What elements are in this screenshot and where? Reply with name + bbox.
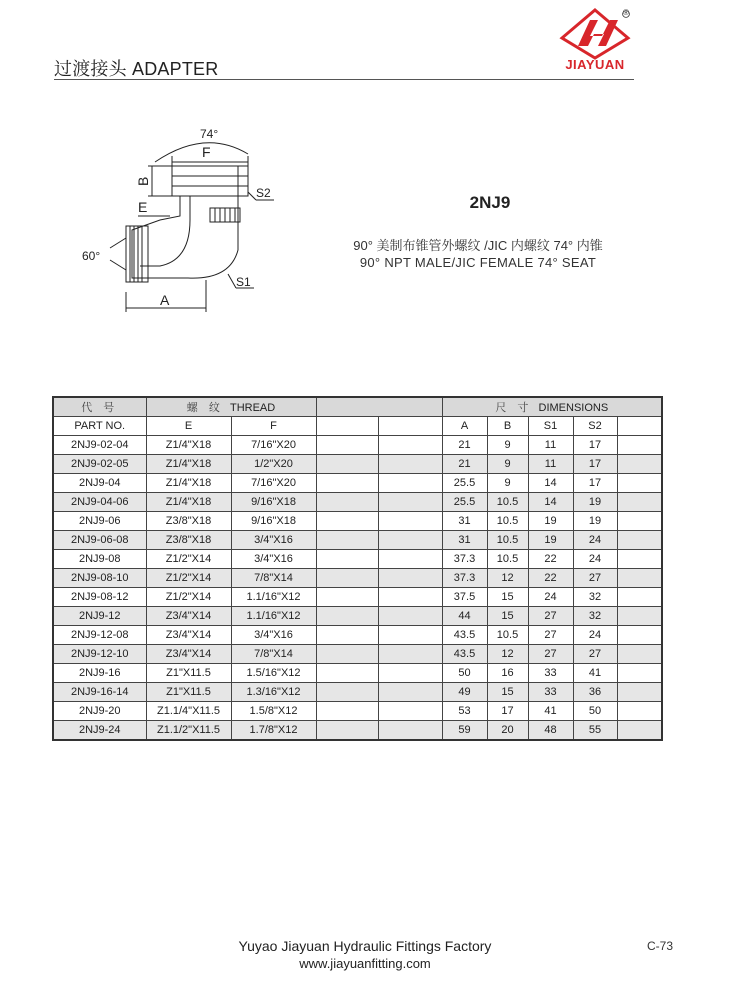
- s2-label: S2: [256, 186, 271, 200]
- table-cell: Z1/4"X18: [146, 474, 231, 493]
- table-cell: 2NJ9-12-10: [53, 645, 146, 664]
- table-cell: 19: [573, 493, 617, 512]
- table-cell: 31: [442, 531, 487, 550]
- blank-cell: [378, 626, 442, 645]
- blank-cell: [378, 702, 442, 721]
- table-cell: 2NJ9-02-04: [53, 436, 146, 455]
- table-cell: 37.5: [442, 588, 487, 607]
- table-cell: 2NJ9-08-10: [53, 569, 146, 588]
- table-row: [53, 550, 662, 569]
- table-cell: 7/8"X14: [231, 569, 316, 588]
- table-row: [53, 664, 662, 683]
- col-header: F: [231, 417, 316, 436]
- blank-cell: [316, 721, 378, 741]
- header-divider: [54, 79, 634, 80]
- col-header: PART NO.: [53, 417, 146, 436]
- blank-cell: [617, 493, 662, 512]
- table-cell: Z1/4"X18: [146, 436, 231, 455]
- blank-cell: [617, 569, 662, 588]
- footer-url: www.jiayuanfitting.com: [299, 956, 431, 971]
- table-cell: 27: [528, 626, 573, 645]
- blank-cell: [617, 588, 662, 607]
- table-cell: 21: [442, 436, 487, 455]
- table-cell: 7/16"X20: [231, 436, 316, 455]
- table-cell: 25.5: [442, 493, 487, 512]
- table-cell: 33: [528, 683, 573, 702]
- blank-cell: [378, 664, 442, 683]
- table-cell: 2NJ9-04: [53, 474, 146, 493]
- table-cell: 43.5: [442, 645, 487, 664]
- blank-cell: [316, 569, 378, 588]
- table-cell: 32: [573, 607, 617, 626]
- table-cell: 1.1/16"X12: [231, 588, 316, 607]
- blank-cell: [378, 531, 442, 550]
- table-cell: 17: [573, 455, 617, 474]
- table-cell: 2NJ9-08: [53, 550, 146, 569]
- table-cell: 19: [528, 512, 573, 531]
- blank-cell: [378, 455, 442, 474]
- table-row: [53, 455, 662, 474]
- blank-cell: [378, 569, 442, 588]
- table-cell: Z3/4"X14: [146, 626, 231, 645]
- table-cell: 2NJ9-24: [53, 721, 146, 741]
- table-row: [53, 645, 662, 664]
- table-cell: 17: [487, 702, 528, 721]
- blank-cell: [617, 645, 662, 664]
- table-cell: 50: [442, 664, 487, 683]
- table-cell: 17: [573, 436, 617, 455]
- blank-cell: [617, 512, 662, 531]
- table-cell: 24: [573, 626, 617, 645]
- table-cell: Z1/4"X18: [146, 493, 231, 512]
- table-cell: 1.5/16"X12: [231, 664, 316, 683]
- table-cell: 59: [442, 721, 487, 741]
- blank-cell: [617, 474, 662, 493]
- table-cell: 10.5: [487, 550, 528, 569]
- blank-cell: [617, 721, 662, 741]
- table-cell: 7/8"X14: [231, 645, 316, 664]
- blank-cell: [378, 588, 442, 607]
- blank-cell: [617, 702, 662, 721]
- table-cell: 41: [528, 702, 573, 721]
- table-cell: 44: [442, 607, 487, 626]
- table-row: [53, 721, 662, 741]
- blank-cell: [378, 474, 442, 493]
- blank-cell: [378, 721, 442, 741]
- description-chinese: 90° 美制布锥管外螺纹 /JIC 内螺纹 74° 内锥: [353, 238, 603, 253]
- table-cell: Z3/4"X14: [146, 645, 231, 664]
- table-cell: 2NJ9-12-08: [53, 626, 146, 645]
- angle-60-label: 60°: [82, 249, 101, 263]
- table-cell: 33: [528, 664, 573, 683]
- table-cell: 49: [442, 683, 487, 702]
- table-cell: 10.5: [487, 512, 528, 531]
- table-cell: 9/16"X18: [231, 512, 316, 531]
- table-row: [53, 436, 662, 455]
- table-cell: 19: [573, 512, 617, 531]
- table-cell: 2NJ9-02-05: [53, 455, 146, 474]
- fitting-drawing: [60, 120, 290, 320]
- table-row: [53, 702, 662, 721]
- blank-cell: [378, 607, 442, 626]
- blank-cell: [316, 607, 378, 626]
- table-cell: 36: [573, 683, 617, 702]
- table-cell: Z1/2"X14: [146, 569, 231, 588]
- col-header: E: [146, 417, 231, 436]
- blank-cell: [316, 702, 378, 721]
- table-cell: 27: [573, 645, 617, 664]
- table-cell: 32: [573, 588, 617, 607]
- b-label: B: [135, 176, 151, 186]
- blank-cell: [316, 474, 378, 493]
- blank-cell: [617, 436, 662, 455]
- page-number: C-73: [647, 939, 674, 953]
- table-cell: 11: [528, 455, 573, 474]
- s1-label: S1: [236, 275, 251, 289]
- table-cell: 22: [528, 550, 573, 569]
- blank-cell: [378, 436, 442, 455]
- table-cell: 12: [487, 569, 528, 588]
- logo-text: JIAYUAN: [565, 57, 625, 72]
- table-cell: 21: [442, 455, 487, 474]
- table-cell: 10.5: [487, 531, 528, 550]
- table-cell: 1.5/8"X12: [231, 702, 316, 721]
- part-cn-header: 代 号: [53, 397, 146, 417]
- a-label: A: [160, 292, 170, 308]
- table-cell: 24: [528, 588, 573, 607]
- table-cell: 14: [528, 493, 573, 512]
- table-cell: 2NJ9-20: [53, 702, 146, 721]
- footer-company: Yuyao Jiayuan Hydraulic Fittings Factory: [238, 938, 492, 954]
- table-cell: 9/16"X18: [231, 493, 316, 512]
- table-cell: Z1"X11.5: [146, 664, 231, 683]
- table-cell: Z1.1/4"X11.5: [146, 702, 231, 721]
- dimensions-header: 尺 寸 DIMENSIONS: [442, 397, 662, 417]
- blank-cell: [316, 626, 378, 645]
- blank-cell: [378, 645, 442, 664]
- blank-cell: [617, 626, 662, 645]
- table-cell: 22: [528, 569, 573, 588]
- table-cell: 27: [528, 645, 573, 664]
- table-row: [53, 512, 662, 531]
- table-cell: Z1/4"X18: [146, 455, 231, 474]
- table-cell: 24: [573, 550, 617, 569]
- table-cell: Z1/2"X14: [146, 588, 231, 607]
- table-cell: 3/4"X16: [231, 626, 316, 645]
- table-cell: 20: [487, 721, 528, 741]
- blank-cell: [617, 550, 662, 569]
- table-cell: 17: [573, 474, 617, 493]
- description-english: 90° NPT MALE/JIC FEMALE 74° SEAT: [359, 255, 597, 270]
- table-row: [53, 683, 662, 702]
- blank-cell: [617, 607, 662, 626]
- col-header: S2: [573, 417, 617, 436]
- blank-cell: [316, 683, 378, 702]
- table-row: [53, 569, 662, 588]
- table-row: [53, 607, 662, 626]
- table-row: [53, 531, 662, 550]
- table-cell: 55: [573, 721, 617, 741]
- table-cell: 48: [528, 721, 573, 741]
- table-cell: 2NJ9-04-06: [53, 493, 146, 512]
- table-cell: 41: [573, 664, 617, 683]
- table-cell: 50: [573, 702, 617, 721]
- col-header: A: [442, 417, 487, 436]
- blank-cell: [617, 531, 662, 550]
- table-cell: Z1.1/2"X11.5: [146, 721, 231, 741]
- blank-cell: [316, 436, 378, 455]
- table-row: [53, 474, 662, 493]
- blank-cell: [316, 531, 378, 550]
- table-cell: 2NJ9-16: [53, 664, 146, 683]
- table-cell: Z1"X11.5: [146, 683, 231, 702]
- blank-cell: [316, 645, 378, 664]
- f-label: F: [202, 144, 211, 160]
- table-cell: 2NJ9-12: [53, 607, 146, 626]
- table-cell: 10.5: [487, 493, 528, 512]
- table-cell: 2NJ9-16-14: [53, 683, 146, 702]
- table-cell: 1/2"X20: [231, 455, 316, 474]
- table-cell: 3/4"X16: [231, 550, 316, 569]
- table-cell: 25.5: [442, 474, 487, 493]
- table-body: [53, 436, 662, 741]
- table-cell: 1.1/16"X12: [231, 607, 316, 626]
- blank-cell: [316, 455, 378, 474]
- table-cell: 43.5: [442, 626, 487, 645]
- blank-cell: [316, 493, 378, 512]
- blank-cell: [617, 455, 662, 474]
- table-cell: 9: [487, 436, 528, 455]
- table-cell: 27: [573, 569, 617, 588]
- table-cell: 31: [442, 512, 487, 531]
- table-cell: Z3/4"X14: [146, 607, 231, 626]
- blank-cell: [378, 683, 442, 702]
- table-row: [53, 493, 662, 512]
- table-cell: 15: [487, 607, 528, 626]
- table-cell: 1.3/16"X12: [231, 683, 316, 702]
- col-header-blank: [617, 417, 662, 436]
- blank-cell: [316, 588, 378, 607]
- table-cell: 14: [528, 474, 573, 493]
- thread-header: 螺 纹 THREAD: [146, 397, 316, 417]
- table-cell: 37.3: [442, 569, 487, 588]
- table-cell: 19: [528, 531, 573, 550]
- blank-cell: [316, 512, 378, 531]
- registered-mark: ®: [623, 8, 629, 17]
- table-cell: Z1/2"X14: [146, 550, 231, 569]
- table-cell: 1.7/8"X12: [231, 721, 316, 741]
- col-header-blank: [378, 417, 442, 436]
- table-header-row-2: [53, 417, 662, 436]
- table-cell: Z3/8"X18: [146, 512, 231, 531]
- table-cell: 2NJ9-06: [53, 512, 146, 531]
- table-cell: Z3/8"X18: [146, 531, 231, 550]
- col-header: B: [487, 417, 528, 436]
- blank-cell: [378, 493, 442, 512]
- blank-header: [316, 397, 442, 417]
- table-cell: 27: [528, 607, 573, 626]
- table-cell: 12: [487, 645, 528, 664]
- table-cell: 11: [528, 436, 573, 455]
- table-row: [53, 588, 662, 607]
- e-label: E: [138, 199, 148, 215]
- blank-cell: [378, 512, 442, 531]
- table-cell: 10.5: [487, 626, 528, 645]
- blank-cell: [316, 550, 378, 569]
- table-row: [53, 626, 662, 645]
- table-cell: 37.3: [442, 550, 487, 569]
- model-title: 2NJ9: [469, 193, 511, 212]
- dimensions-table: [52, 396, 663, 741]
- blank-cell: [316, 664, 378, 683]
- col-header-blank: [316, 417, 378, 436]
- table-cell: 3/4"X16: [231, 531, 316, 550]
- table-cell: 15: [487, 588, 528, 607]
- table-header-row-1: [53, 397, 662, 417]
- table-cell: 15: [487, 683, 528, 702]
- table-cell: 2NJ9-08-12: [53, 588, 146, 607]
- table-cell: 53: [442, 702, 487, 721]
- table-cell: 9: [487, 455, 528, 474]
- table-cell: 9: [487, 474, 528, 493]
- angle-74-label: 74°: [200, 127, 219, 141]
- table-cell: 2NJ9-06-08: [53, 531, 146, 550]
- blank-cell: [617, 683, 662, 702]
- table-cell: 16: [487, 664, 528, 683]
- table-cell: 24: [573, 531, 617, 550]
- col-header: S1: [528, 417, 573, 436]
- blank-cell: [378, 550, 442, 569]
- blank-cell: [617, 664, 662, 683]
- page-title: 过渡接头 ADAPTER: [54, 59, 219, 79]
- table-cell: 7/16"X20: [231, 474, 316, 493]
